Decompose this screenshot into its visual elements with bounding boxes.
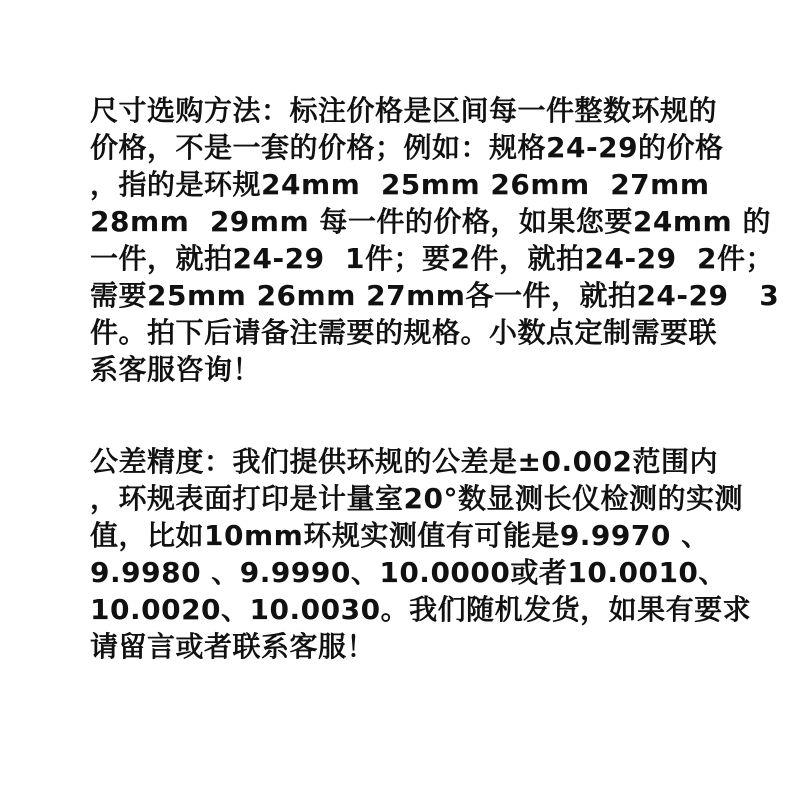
text-line: 28mm 29mm 每一件的价格，如果您要24mm 的 [90, 205, 771, 238]
text-line: 一件，就拍24-29 1件；要2件，就拍24-29 2件； [90, 242, 775, 275]
text-line: 10.0020、10.0030。我们随机发货，如果有要求 [90, 593, 752, 626]
text-line: ，指的是环规24mm 25mm 26mm 27mm [90, 168, 710, 201]
text-line: 系客服咨询！ [90, 353, 262, 386]
text-line: ，环规表面打印是计量室20°数显测长仪检测的实测 [90, 482, 743, 515]
text-line: 公差精度：我们提供环规的公差是±0.002范围内 [90, 445, 719, 478]
size-selection-paragraph [90, 92, 780, 388]
document-body [90, 92, 780, 665]
text-line: 尺寸选购方法：标注价格是区间每一件整数环规的 [90, 94, 718, 127]
paragraph-spacer [90, 388, 750, 443]
text-line: 请留言或者联系客服！ [90, 630, 376, 663]
text-line: 9.9980 、9.9990、10.0000或者10.0010、 [90, 556, 727, 589]
tolerance-paragraph [90, 443, 750, 665]
text-line: 值，比如10mm环规实测值有可能是9.9970 、 [90, 519, 710, 552]
text-line: 需要25mm 26mm 27mm各一件，就拍24-29 3 [90, 279, 780, 312]
text-line: 价格，不是一套的价格；例如：规格24-29的价格 [90, 131, 724, 164]
text-line: 件。拍下后请备注需要的规格。小数点定制需要联 [90, 316, 718, 349]
